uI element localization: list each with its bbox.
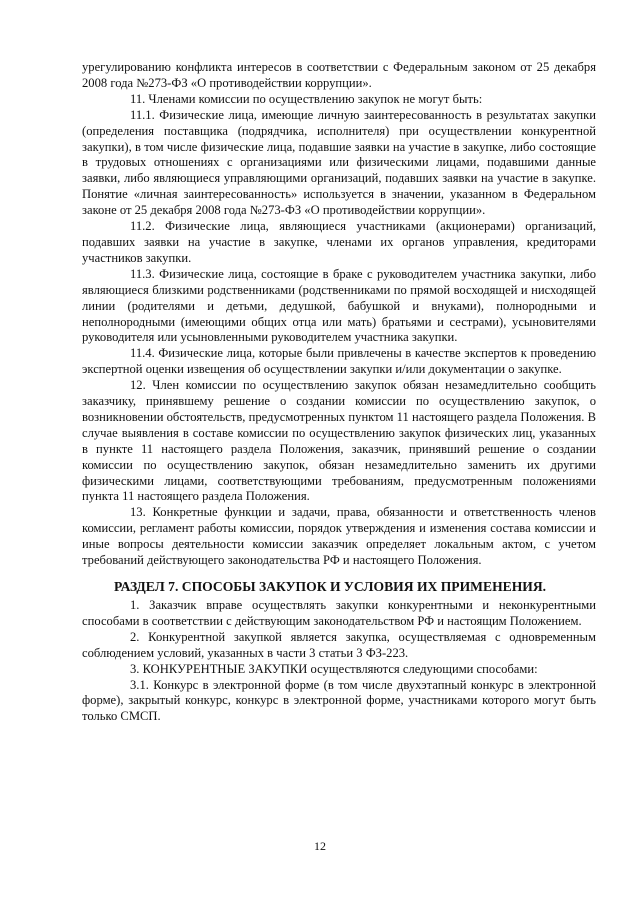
paragraph: 11.1. Физические лица, имеющие личную заинтересованность в результатах закупки (определения поставщика (подрядчика, исполнителя) при осуществлении конкурентной закупки), в том числе физические лица, подавшие заявки на участие в закупке, либо состоящие в трудовых отношениях с организациями или физическими лицами, подавшими данные заявки, либо являющиеся управляющими организаций, подавших заявки на участие в закупке. Понятие «личная заинтересованность» используется в значении, указанном в Федеральном законе от 25 декабря 2008 года №273-ФЗ «О противодействии коррупции». (82, 107, 596, 218)
section-heading: РАЗДЕЛ 7. СПОСОБЫ ЗАКУПОК И УСЛОВИЯ ИХ ПРИМЕНЕНИЯ. (114, 579, 547, 594)
paragraph: 12. Член комиссии по осуществлению закупок обязан незамедлительно сообщить заказчику, принявшему решение о создании комиссии по осуществлению закупок, о возникновении обстоятельств, предусмотренных пунктом 11 настоящего раздела Положения. В случае выявления в составе комиссии по осуществлению закупок физических лиц, указанных в пункте 11 настоящего раздела Положения, заказчик, принявший решение о создании комиссии по осуществлению закупок, обязан незамедлительно заменить их другими физическими лицами, соответствующими требованиям, предусмотренным положениями пункта 11 настоящего раздела Положения. (82, 378, 596, 504)
document-body (82, 60, 596, 725)
paragraph: 11. Членами комиссии по осуществлению закупок не могут быть: (130, 91, 483, 106)
paragraph: 3. КОНКУРЕНТНЫЕ ЗАКУПКИ осуществляются следующими способами: (130, 661, 538, 676)
paragraph: 11.4. Физические лица, которые были привлечены в качестве экспертов к проведению экспертной оценки извещения об осуществлении закупки и/или документации о закупке. (82, 346, 596, 377)
paragraph: 1. Заказчик вправе осуществлять закупки конкурентными и неконкурентными способами в соответствии с действующим законодательством РФ и настоящим Положением. (82, 598, 596, 628)
paragraph: 2. Конкурентной закупкой является закупка, осуществляемая с одновременным соблюдением условий, указанных в части 3 статьи 3 ФЗ-223. (82, 629, 596, 660)
paragraph: 11.3. Физические лица, состоящие в браке с руководителем участника закупки, либо являющиеся близкими родственниками (родственниками по прямой восходящей и нисходящей линии (родителями и детьми, дедушкой, бабушкой и внуками), полнородными и неполнородными (имеющими общих отца или мать) братьями и сестрами), усыновителями руководителя или усыновленными руководителем участника закупки. (82, 266, 596, 345)
page-number: 12 (314, 839, 326, 853)
paragraph: 11.2. Физические лица, являющиеся участниками (акционерами) организаций, подавших заявки на участие в закупке, членами их органов управления, кредиторами участников закупки. (82, 219, 596, 265)
paragraph: 13. Конкретные функции и задачи, права, обязанности и ответственность членов комиссии, регламент работы комиссии, порядок утверждения и изменения состава комиссии и иные вопросы деятельности комиссии заказчик определяет локальным актом, с учетом требований действующего законодательства РФ и настоящего Положения. (82, 505, 596, 568)
paragraph: 3.1. Конкурс в электронной форме (в том числе двухэтапный конкурс в электронной форме), закрытый конкурс, конкурс в электронной форме, участниками которого могут быть только СМСП. (82, 677, 596, 724)
paragraphs-after-heading (82, 598, 596, 725)
paragraphs-before-heading (82, 60, 596, 569)
paragraph: урегулированию конфликта интересов в соответствии с Федеральным законом от 25 декабря 2008 года №273-ФЗ «О противодействии коррупции». (82, 60, 596, 90)
